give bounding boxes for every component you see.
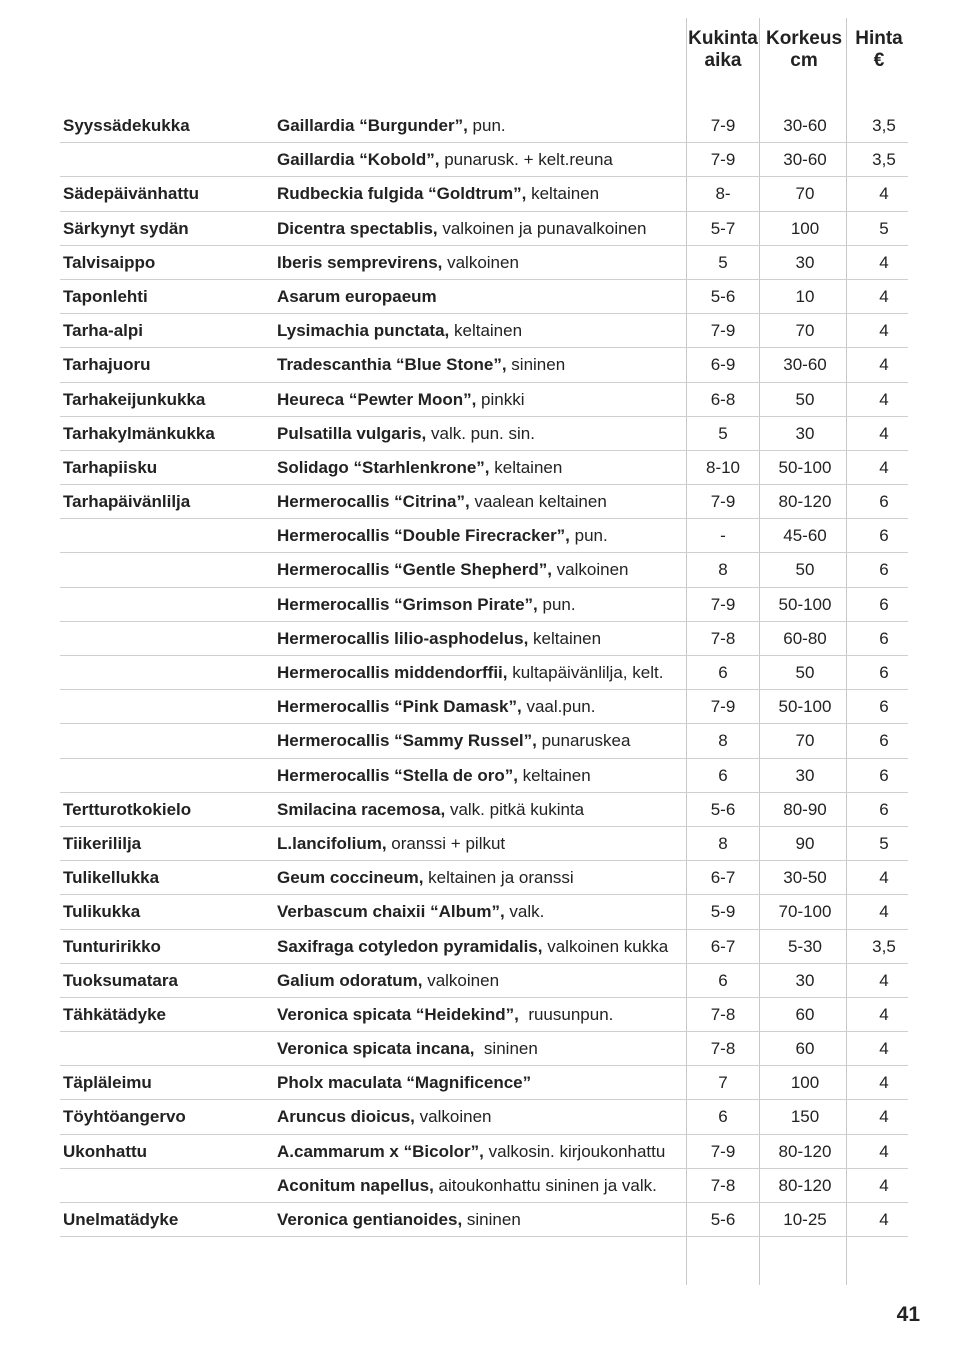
table-row [0,212,960,246]
plant-description: keltainen [489,457,563,477]
plant-height: 30-60 [783,150,827,170]
latin-name: Smilacina racemosa, [277,799,446,819]
table-row [0,827,960,861]
plant-height: 10 [795,286,815,306]
bloom-time: 7-9 [710,321,736,341]
species-cell [277,1169,657,1203]
header-bloom-line1: Kukinta [688,28,758,49]
plant-height: 90 [795,833,815,853]
latin-name: Geum coccineum, [277,868,424,888]
latin-name: Aconitum napellus, [277,1175,434,1195]
common-name: Tulikukka [63,902,141,922]
table-row [0,793,960,827]
table-row [0,724,960,758]
common-name: Unelmatädyke [63,1210,179,1229]
plant-description: punaruskea [536,731,631,751]
plant-height: 80-120 [778,492,832,512]
common-name: Sädepäivänhattu [63,184,200,204]
common-name: Tunturirikko [63,936,161,956]
common-name: Täpläleimu [63,1073,152,1093]
price: 4 [879,1107,889,1127]
plant-description: valkoinen [442,252,519,272]
plant-description: valkoinen [414,1107,492,1127]
latin-name: Dicentra spectablis, [277,218,438,238]
plant-height: 30 [795,765,815,785]
table-row [0,485,960,519]
bloom-time: 8-10 [705,457,741,477]
table-row [0,177,960,211]
table-row [0,861,960,895]
bloom-time: 6-7 [710,936,736,956]
plant-height: 30-50 [783,868,827,888]
bloom-time: 5-6 [710,799,736,819]
table-row [0,553,960,587]
plant-height: 150 [790,1107,820,1127]
species-cell [277,314,522,348]
species-cell [277,861,574,895]
price: 4 [879,1039,889,1059]
price: 4 [879,1073,889,1093]
plant-height: 30 [795,423,815,443]
latin-name: Hermerocallis “Citrina”, [277,492,470,512]
plant-height: 30 [795,970,815,990]
latin-name: Asarum europaeum [277,286,437,306]
bloom-time: 6 [718,1107,728,1127]
bloom-time: 6 [718,663,728,682]
plant-description: pun. [569,526,608,546]
species-cell [277,451,562,485]
species-cell [277,827,505,861]
table-row [0,519,960,553]
header-height-line1: Korkeus [765,28,843,49]
plant-height: 70 [795,184,815,204]
plant-description: vaalean keltainen [469,492,607,512]
bloom-time: 6 [718,970,728,990]
table-row [0,964,960,998]
plant-description: pun. [467,116,506,135]
price: 6 [879,492,889,512]
species-cell [277,177,599,211]
latin-name: Iberis semprevirens, [277,252,443,272]
species-cell [277,656,663,690]
species-cell [277,724,630,758]
species-cell [277,1066,531,1100]
plant-description: aitoukonhattu sininen ja valk. [433,1175,657,1195]
bloom-time: 7-9 [710,150,736,170]
plant-description: pinkki [476,389,525,409]
plant-height: 50 [795,663,815,682]
price: 4 [879,184,889,204]
table-row [0,895,960,929]
species-cell [277,417,535,451]
latin-name: Hermerocallis “Grimson Pirate”, [277,594,538,614]
bloom-time: 6-8 [710,389,736,409]
plant-description: pun. [537,594,576,614]
table-row [0,280,960,314]
latin-name: Hermerocallis middendorffii, [277,663,508,682]
table-row [0,1169,960,1203]
plant-description: punarusk. + kelt.reuna [439,150,613,170]
table-row [0,1135,960,1169]
plant-description: vaal.pun. [521,697,596,717]
common-name: Särkynyt sydän [63,218,189,238]
bloom-time: 7 [718,1073,728,1093]
species-cell [277,485,607,519]
latin-name: Saxifraga cotyledon pyramidalis, [277,936,543,956]
header-price-line2: € [873,50,885,71]
plant-description: sininen [474,1039,538,1059]
price: 6 [879,526,889,546]
price: 4 [879,252,889,272]
latin-name: Solidago “Starhlenkrone”, [277,457,490,477]
common-name: Tarhakylmänkukka [63,423,215,443]
header-bloom-time [688,28,758,72]
bloom-time: 5-6 [710,286,736,306]
table-row [0,622,960,656]
common-name: Tuoksumatara [63,970,178,990]
table-row [0,246,960,280]
table-row [0,109,960,143]
header-price [848,28,910,72]
plant-height: 70-100 [778,902,832,922]
latin-name: Hermerocallis “Gentle Shepherd”, [277,560,552,580]
species-cell [277,143,613,177]
table-row [0,1032,960,1066]
price: 4 [879,1175,889,1195]
price: 6 [879,697,889,717]
plant-description: keltainen [526,184,600,204]
price: 6 [879,663,889,682]
latin-name: Lysimachia punctata, [277,321,450,341]
latin-name: Verbascum chaixii “Album”, [277,902,505,922]
bloom-time: 6-7 [710,868,736,888]
price: 5 [879,218,889,238]
species-cell [277,895,544,929]
species-cell [277,280,437,314]
common-name: Tähkätädyke [63,1004,166,1024]
bloom-time: 8 [718,560,728,580]
price: 6 [879,560,889,580]
plant-height: 80-90 [783,799,827,819]
bloom-time: 7-9 [710,492,736,512]
plant-height: 80-120 [778,1141,832,1161]
bloom-time: 8 [718,731,728,751]
plant-description: valkoinen [422,970,500,990]
latin-name: Veronica spicata “Heidekind”, [277,1004,519,1024]
price: 3,5 [872,150,896,170]
bloom-time: 5 [718,423,728,443]
bloom-time: 6 [718,765,728,785]
plant-height: 70 [795,321,815,341]
table-row [0,656,960,690]
latin-name: Veronica spicata incana, [277,1039,475,1059]
price: 4 [879,457,889,477]
bloom-time: 7-9 [710,116,736,135]
species-cell [277,930,668,964]
plant-description: keltainen [528,628,602,648]
price: 6 [879,628,889,648]
common-name: Tarhakeijunkukka [63,389,206,409]
latin-name: Galium odoratum, [277,970,423,990]
plant-height: 30 [795,252,815,272]
table-row [0,383,960,417]
latin-name: Pulsatilla vulgaris, [277,423,427,443]
plant-height: 70 [795,731,815,751]
bloom-time: 7-8 [710,1004,736,1024]
common-name: Ukonhattu [63,1141,148,1161]
species-cell [277,1100,491,1134]
bloom-time: 7-9 [710,697,736,717]
latin-name: Pholx maculata “Magnificence” [277,1073,532,1093]
plant-height: 50-100 [778,594,832,614]
table-row [0,759,960,793]
plant-description: keltainen [517,765,591,785]
plant-description: sininen [462,1210,521,1229]
latin-name: L.lancifolium, [277,833,387,853]
price: 4 [879,423,889,443]
table-row [0,1100,960,1134]
plant-description: oranssi + pilkut [386,833,506,853]
species-cell [277,348,565,382]
plant-height: 100 [790,1073,820,1093]
bloom-time: 5-9 [710,902,736,922]
price: 6 [879,594,889,614]
bloom-time: 6-9 [710,355,736,375]
species-cell [277,690,595,724]
species-cell [277,212,647,246]
bloom-time: 7-8 [710,1175,736,1195]
bloom-time: 7-8 [710,628,736,648]
species-cell [277,109,506,143]
plant-height: 50-100 [778,697,832,717]
latin-name: Hermerocallis “Stella de oro”, [277,765,518,785]
price: 6 [879,799,889,819]
price: 4 [879,286,889,306]
common-name: Syyssädekukka [63,116,190,135]
latin-name: Hermerocallis “Double Firecracker”, [277,526,570,546]
bloom-time: 7-9 [710,594,736,614]
price: 4 [879,1210,889,1229]
price: 6 [879,731,889,751]
common-name: Taponlehti [63,286,148,306]
plant-height: 50-100 [778,457,832,477]
plant-height: 60 [795,1039,815,1059]
plant-table [0,109,960,1237]
price: 4 [879,902,889,922]
common-name: Tertturotkokielo [63,799,192,819]
price: 4 [879,1004,889,1024]
bloom-time: - [720,526,726,546]
species-cell [277,588,576,622]
bloom-time: 5-7 [710,218,736,238]
table-row [0,143,960,177]
common-name: Tarha-alpi [63,321,143,341]
common-name: Tiikerililja [63,833,142,853]
latin-name: Hermerocallis “Pink Damask”, [277,697,522,717]
latin-name: Hermerocallis “Sammy Russel”, [277,731,537,751]
species-cell [277,553,628,587]
common-name: Tarhajuoru [63,355,151,375]
plant-description: valkoinen ja punavalkoinen [437,218,647,238]
plant-description: valkoinen [551,560,629,580]
price: 3,5 [872,116,896,135]
table-row [0,588,960,622]
latin-name: Veronica gentianoides, [277,1210,463,1229]
plant-height: 10-25 [783,1210,827,1229]
price: 4 [879,970,889,990]
header-bloom-line2: aika [704,50,742,71]
table-row [0,930,960,964]
plant-description: valkosin. kirjoukonhattu [483,1141,666,1161]
plant-description: keltainen ja oranssi [423,868,574,888]
plant-height: 30-60 [783,355,827,375]
plant-height: 50 [795,560,815,580]
latin-name: A.cammarum x “Bicolor”, [277,1141,484,1161]
plant-height: 60-80 [783,628,827,648]
species-cell [277,519,608,553]
table-row [0,1066,960,1100]
table-row [0,998,960,1032]
species-cell [277,964,499,998]
plant-description: keltainen [449,321,523,341]
plant-height: 45-60 [783,526,827,546]
latin-name: Tradescanthia “Blue Stone”, [277,355,507,375]
common-name: Tarhapiisku [63,457,158,477]
plant-height: 80-120 [778,1175,832,1195]
table-row [0,314,960,348]
price: 3,5 [872,936,896,956]
plant-description: kultapäivänlilja, kelt. [507,663,664,682]
bloom-time: 5 [718,252,728,272]
plant-description: valk. [504,902,545,922]
latin-name: Hermerocallis lilio-asphodelus, [277,628,529,648]
common-name: Tarhapäivänlilja [63,492,191,512]
species-cell [277,1032,538,1066]
table-row [0,451,960,485]
bloom-time: 8- [715,184,731,204]
table-row [0,417,960,451]
page-number: 41 [896,1303,920,1326]
price: 4 [879,1141,889,1161]
species-cell [277,383,525,417]
bloom-time: 5-6 [710,1210,736,1229]
common-name: Tulikellukka [63,868,160,888]
plant-height: 30-60 [783,116,827,135]
latin-name: Gaillardia “Kobold”, [277,150,440,170]
table-row [0,690,960,724]
plant-height: 100 [790,218,820,238]
plant-description: ruusunpun. [518,1004,614,1024]
common-name: Töyhtöangervo [63,1107,186,1127]
price: 6 [879,765,889,785]
latin-name: Heureca “Pewter Moon”, [277,389,477,409]
species-cell [277,246,519,280]
plant-height: 5-30 [787,936,823,956]
price: 5 [879,833,889,853]
plant-description: valk. pun. sin. [426,423,535,443]
price: 4 [879,389,889,409]
price: 4 [879,321,889,341]
plant-height: 50 [795,389,815,409]
table-row [0,348,960,382]
bloom-time: 7-9 [710,1141,736,1161]
plant-height: 60 [795,1004,815,1024]
bloom-time: 8 [718,833,728,853]
species-cell [277,793,584,827]
price: 4 [879,355,889,375]
plant-description: valk. pitkä kukinta [445,799,585,819]
species-cell [277,759,591,793]
bloom-time: 7-8 [710,1039,736,1059]
header-height [761,28,847,72]
plant-description: valkoinen kukka [542,936,669,956]
latin-name: Gaillardia “Burgunder”, [277,116,468,135]
species-cell [277,1135,665,1169]
price: 4 [879,868,889,888]
table-row [0,1203,960,1237]
common-name: Talvisaippo [63,252,156,272]
plant-description: sininen [506,355,566,375]
species-cell [277,998,613,1032]
latin-name: Rudbeckia fulgida “Goldtrum”, [277,184,527,204]
species-cell [277,1203,521,1237]
header-price-line1: Hinta [855,28,903,49]
latin-name: Aruncus dioicus, [277,1107,415,1127]
species-cell [277,622,601,656]
header-height-line2: cm [790,50,818,71]
